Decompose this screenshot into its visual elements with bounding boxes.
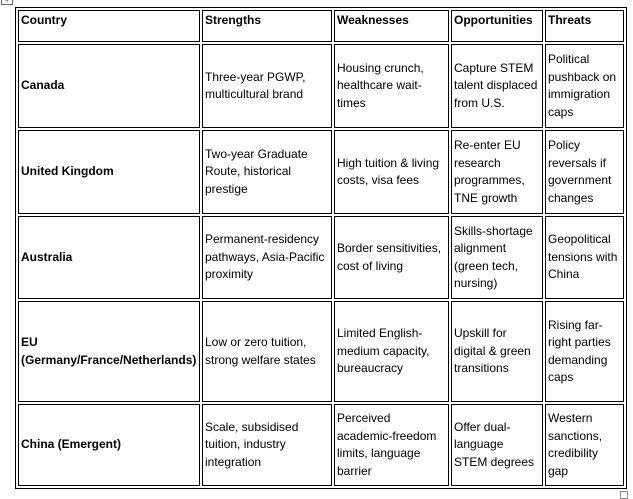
table-row (18, 404, 624, 486)
cell-threats[interactable]: Political pushback on immigration caps (545, 44, 624, 128)
cell-threats[interactable]: Western sanctions, credibility gap (545, 404, 624, 486)
table-row (18, 44, 624, 128)
cell-strengths[interactable]: Scale, subsidised tuition, industry integration (202, 404, 332, 486)
cell-country[interactable]: EU (Germany/France/Netherlands) (18, 301, 200, 402)
cell-weaknesses[interactable]: Perceived academic-freedom limits, language barrier (334, 404, 449, 486)
table-header-row (18, 10, 624, 42)
cell-opportunities[interactable]: Upskill for digital & green transitions (451, 301, 543, 402)
cell-threats[interactable]: Rising far-right parties demanding caps (545, 301, 624, 402)
cell-opportunities[interactable]: Skills-shortage alignment (green tech, nursing) (451, 216, 543, 299)
header-country[interactable]: Country (18, 10, 200, 42)
table-move-handle-icon[interactable]: + (1, 0, 13, 5)
header-opportunities[interactable]: Opportunities (451, 10, 543, 42)
cell-opportunities[interactable]: Capture STEM talent displaced from U.S. (451, 44, 543, 128)
cell-weaknesses[interactable]: High tuition & living costs, visa fees (334, 130, 449, 214)
cell-country[interactable]: China (Emergent) (18, 404, 200, 486)
table-row (18, 216, 624, 299)
cell-opportunities[interactable]: Re-enter EU research programmes, TNE growth (451, 130, 543, 214)
cell-threats[interactable]: Policy reversals if government changes (545, 130, 624, 214)
header-threats[interactable]: Threats (545, 10, 624, 42)
cell-strengths[interactable]: Three-year PGWP, multicultural brand (202, 44, 332, 128)
cell-weaknesses[interactable]: Limited English-medium capacity, bureaucracy (334, 301, 449, 402)
cell-weaknesses[interactable]: Border sensitivities, cost of living (334, 216, 449, 299)
cell-country[interactable]: Canada (18, 44, 200, 128)
cell-opportunities[interactable]: Offer dual-language STEM degrees (451, 404, 543, 486)
cell-strengths[interactable]: Permanent-residency pathways, Asia-Pacific proximity (202, 216, 332, 299)
header-strengths[interactable]: Strengths (202, 10, 332, 42)
cell-strengths[interactable]: Two-year Graduate Route, historical prestige (202, 130, 332, 214)
cell-country[interactable]: United Kingdom (18, 130, 200, 214)
cell-strengths[interactable]: Low or zero tuition, strong welfare states (202, 301, 332, 402)
header-weaknesses[interactable]: Weaknesses (334, 10, 449, 42)
cell-country[interactable]: Australia (18, 216, 200, 299)
table-row (18, 301, 624, 402)
cell-weaknesses[interactable]: Housing crunch, healthcare wait-times (334, 44, 449, 128)
swot-table (15, 7, 627, 489)
cell-threats[interactable]: Geopolitical tensions with China (545, 216, 624, 299)
table-row (18, 130, 624, 214)
table-resize-handle[interactable] (620, 491, 628, 499)
